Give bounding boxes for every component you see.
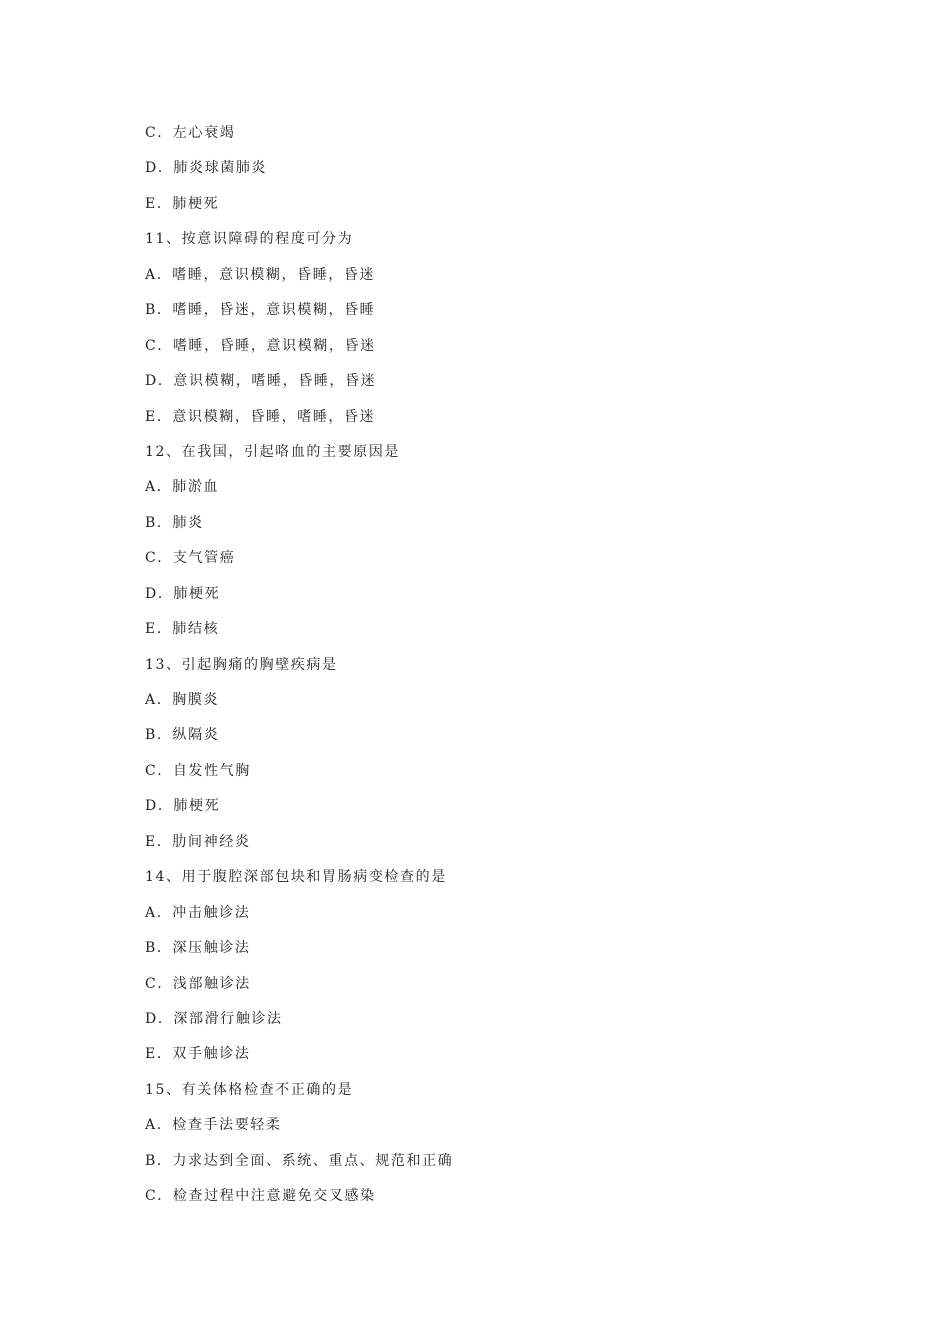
option-line: C．检查过程中注意避免交叉感染	[145, 1188, 376, 1205]
option-line: B．深压触诊法	[145, 940, 251, 957]
option-line: E．肺结核	[145, 621, 220, 638]
option-line: D．深部滑行触诊法	[145, 1010, 283, 1027]
question-list	[145, 121, 453, 1220]
question-stem: 14、用于腹腔深部包块和胃肠病变检查的是	[145, 869, 447, 886]
option-line: E．双手触诊法	[145, 1046, 251, 1063]
option-line: B．力求达到全面、系统、重点、规范和正确	[145, 1152, 454, 1169]
option-line: E．肺梗死	[145, 195, 220, 212]
option-line: B．肺炎	[145, 514, 204, 531]
option-line: D．肺梗死	[145, 798, 221, 815]
option-line: E．意识模糊，昏睡，嗜睡，昏迷	[145, 408, 376, 425]
option-line: C．嗜睡，昏睡，意识模糊，昏迷	[145, 337, 376, 354]
option-line: D．意识模糊，嗜睡，昏睡，昏迷	[145, 373, 377, 390]
option-line: B．纵隔炎	[145, 727, 220, 744]
question-stem: 12、在我国，引起咯血的主要原因是	[145, 443, 401, 460]
option-line: B．嗜睡，昏迷，意识模糊，昏睡	[145, 302, 376, 319]
question-stem: 13、引起胸痛的胸壁疾病是	[145, 656, 338, 673]
option-line: A．肺淤血	[145, 479, 220, 496]
question-stem: 15、有关体格检查不正确的是	[145, 1081, 354, 1098]
option-line: D．肺炎球菌肺炎	[145, 160, 268, 177]
option-line: C．左心衰竭	[145, 125, 236, 141]
option-line: C．支气管癌	[145, 550, 236, 567]
option-line: A．嗜睡，意识模糊，昏睡，昏迷	[145, 266, 376, 283]
option-line: D．肺梗死	[145, 585, 221, 602]
option-line: A．冲击触诊法	[145, 904, 251, 921]
option-line: E．肋间神经炎	[145, 833, 251, 850]
option-line: C．浅部触诊法	[145, 975, 251, 992]
question-stem: 11、按意识障碍的程度可分为	[145, 231, 354, 248]
option-line: A．检查手法要轻柔	[145, 1117, 282, 1134]
option-line: A．胸膜炎	[145, 692, 220, 708]
option-line: C．自发性气胸	[145, 762, 251, 779]
